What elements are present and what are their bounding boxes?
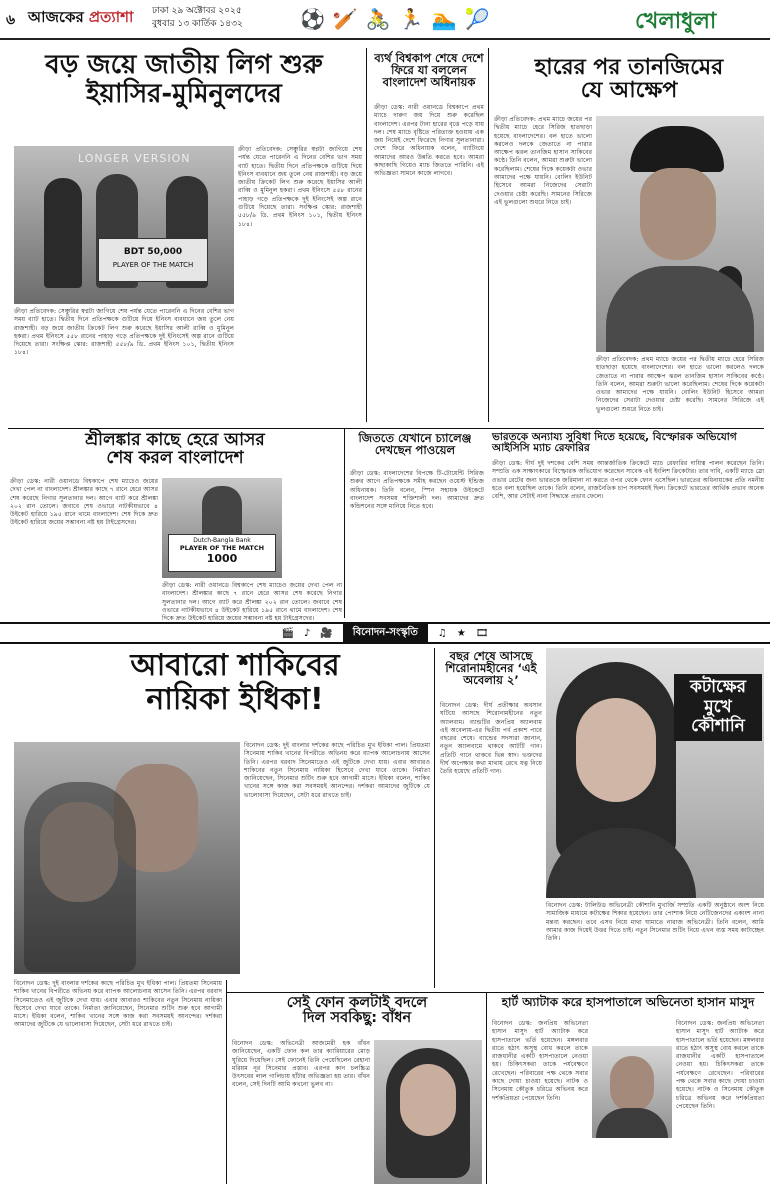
challenge-headline: জিততে যেখানে চ্যালেঞ্জ দেখছেন পাওয়েল — [358, 431, 472, 458]
masud-headline: হার্ট অ্যাটাক করে হাসপাতালে অভিনেতা হাসান মাসুদ — [501, 995, 755, 1009]
film-reel-icon: 🎬 — [281, 627, 294, 639]
award-card — [98, 238, 208, 282]
captain-body: ক্রীড়া ডেস্ক: নারী ওয়ানডে বিশ্বকাপে প্রথম ম্যাচে দারুণ জয় দিয়ে শুরু করেছিল বাংলাদেশ। এরপর টানা হারের বৃত্তে পড়ে যায় দল। শেষ ম্যাচে বৃষ্টিতে পরিত্যক্ত হওয়ায় এক জয় নিয়েই দেশে ফিরেছে নিগার সুলতানারা। দেশে ফিরে অধিনায়ক বলেন, ব্যাটিংয়ে আমাদের আরও উন্নতি করতে হবে। আমরা কাছাকাছি গিয়েও ম্যাচ জিততে পারিনি। এই অভিজ্ঞতা সামনে কাজে লাগবে। — [374, 104, 484, 178]
runner-icon: 🏃 — [398, 7, 424, 31]
tanzim-headline — [494, 56, 764, 102]
badhon-headline-line1: সেই ফোন কলটাই বদলে — [286, 995, 428, 1011]
face-icon — [640, 168, 716, 260]
face-icon — [610, 1056, 654, 1112]
section-rule — [226, 992, 764, 993]
badhon-headline — [232, 996, 482, 1026]
koushani-overlay-line2: মুখে — [704, 696, 732, 717]
section-rule — [488, 428, 764, 429]
newspaper-name-part1: আজকের — [28, 8, 89, 26]
srilanka-body-left: ক্রীড়া ডেস্ক: নারী ওয়ানডে বিশ্বকাপে শেষ ম্যাচেও জয়ের দেখা পেল না বাংলাদেশ। শ্রীলঙ্কার কাছে ৭ রানে হেরে আসর শেষ করেছে নিগার সুলতানার দল। আগে ব্যাট করে শ্রীলঙ্কা ২০২ রান তোলে। জবাবে শেষ ওভারে নাটকীয়ভাবে ৪ উইকেট হারিয়ে ১৯৫ রানে থামে বাংলাদেশ। শেষ দিকে দ্রুত উইকেট হারিয়ে জয়ের সম্ভাবনা নষ্ট হয় টাইগ্রেসদের। — [10, 478, 158, 527]
cap-icon — [630, 126, 724, 172]
koushani-overlay-line1: কটাক্ষের — [689, 677, 747, 697]
srilanka-award-card — [168, 534, 276, 572]
newspaper-name-part2: প্রত্যাশা — [88, 8, 134, 26]
tanzim-headline-line1: হারের পর তানজিমের — [534, 55, 724, 80]
column-rule — [488, 48, 489, 422]
page-header — [0, 0, 770, 40]
badhon-photo — [374, 1040, 482, 1184]
cricket-icon: 🏏 — [332, 7, 358, 31]
srilanka-card-amount: 1000 — [206, 552, 238, 565]
divider-label: বিনোদন-সংস্কৃতি — [343, 624, 428, 643]
tennis-icon: 🎾 — [464, 7, 490, 31]
face-icon — [576, 698, 656, 802]
challenge-body: ক্রীড়া ডেস্ক: বাংলাদেশের বিপক্ষে টি-টোয়েন্টি সিরিজ শুরুর আগে প্রতিপক্ষকে সমীহ করছেন ওয়েস্ট ইন্ডিজ অধিনায়ক। তিনি বলেন, স্পিন সহায়ক উইকেটে বাংলাদেশ সবসময় শক্তিশালী দল। আমাদের দ্রুত কন্ডিশনের সঙ্গে মানিয়ে নিতে হবে। — [350, 470, 484, 511]
star-icon: ★ — [456, 627, 466, 639]
column-rule — [434, 648, 435, 988]
koushani-photo — [546, 648, 764, 898]
lead-body-right: ক্রীড়া প্রতিবেদক: সেঞ্চুরির স্বপ্নটা জাগিয়ে শেষ পর্যন্ত যেতে পারেননি এ দিনের বেশির ভাগ সময় ব্যাট হাতে। দ্বিতীয় দিনে প্রতিপক্ষকে গুটিয়ে দিয়ে ইনিংস ব্যবধানে জয় তুলে নেয় রাজশাহী। বড় জয়ে জাতীয় ক্রিকেট লিগ শুরু করেছে ইয়াসির আলী রাব্বি ও মুমিনুল হকরা। প্রথম ইনিংসে ৫৫৮ রানের পাহাড় গড়ে প্রতিপক্ষকে দুই ইনিংসেই অল্প রানে গুটিয়ে দিয়েছে তারা। সংক্ষিপ্ত স্কোর: রাজশাহী ৫৫৮/৯ ডি. প্রথম ইনিংস ১০১, দ্বিতীয় ইনিংস ১৮৪। — [238, 146, 362, 228]
sports-icon-strip — [300, 4, 620, 34]
swimmer-icon: 🏊 — [431, 7, 457, 31]
entertainment-divider — [0, 622, 770, 644]
masud-body-right: বিনোদন ডেস্ক: জনপ্রিয় অভিনেতা হাসান মাসুদ হার্ট অ্যাটাক করে হাসপাতালে ভর্তি হয়েছেন। মঙ্গলবার রাতে হঠাৎ অসুস্থ বোধ করলে তাকে রাজধানীর একটি হাসপাতালে নেওয়া হয়। চিকিৎসকরা তাকে পর্যবেক্ষণে রেখেছেন। পরিবারের পক্ষ থেকে সবার কাছে দোয়া চাওয়া হয়েছে। নাটক ও সিনেমায় কৌতুক চরিত্রে অভিনয় করে দর্শকপ্রিয়তা পেয়েছেন তিনি। — [676, 1020, 764, 1110]
soccer-player-icon: ⚽ — [300, 7, 325, 31]
hair-icon — [24, 782, 136, 972]
date-bengali: বুধবার ১৩ কার্তিক ১৪৩২ — [152, 19, 243, 29]
section-rule — [8, 428, 488, 429]
srilanka-card-sponsor: Dutch-Bangla Bank — [193, 537, 251, 544]
shironamhin-body: বিনোদন ডেস্ক: দীর্ঘ প্রতীক্ষার অবসান ঘটিয়ে আসছে শিরোনামহীনের নতুন অ্যালবাম। ব্যান্ডটির জনপ্রিয় অ্যালবাম এই অবেলায়-এর দ্বিতীয় পর্ব প্রকাশ পাবে বছরের শেষে। ব্যান্ডের সদস্যরা জানান, নতুন অ্যালবামে থাকবে আটটি গান। প্রতিটি গানে থাকবে ভিন্ন স্বাদ। ভক্তদের দীর্ঘ অপেক্ষার কথা মাথায় রেখে যত্ন নিয়ে তৈরি হয়েছে প্রতিটি গান। — [440, 702, 542, 776]
srilanka-card-title: PLAYER OF THE MATCH — [179, 544, 265, 552]
idhika-headline-line1: আবারো শাকিবের — [130, 648, 340, 683]
idhika-body-lower: বিনোদন ডেস্ক: দুই বাংলার দর্শকের কাছে পরিচিত মুখ ইধিকা পাল। প্রিয়তমা সিনেমায় শাকিব খানের বিপরীতে অভিনয় করে ব্যাপক আলোচনায় আসেন তিনি। এরপর বরবাদ সিনেমাতেও এই জুটিকে দেখা যায়। এবার আবারও শাকিবের নতুন সিনেমায় নায়িকা হিসেবে দেখা যাবে তাকে। নির্মাতা জানিয়েছেন, সিনেমার শুটিং শুরু হবে আগামী মাসে। ইধিকা বলেন, শাকিব খানের সঙ্গে কাজ করা সবসময়ই আনন্দের। দর্শকরা আমাদের জুটিকে যে ভালোবাসা দিয়েছেন, সেটা ধরে রাখতে চাই। — [14, 980, 222, 1029]
srilanka-headline-line1: শ্রীলঙ্কার কাছে হেরে আসর — [85, 430, 265, 450]
award-card-amount: BDT 50,000 — [123, 247, 183, 257]
music-note-icon: ♫ — [437, 627, 447, 639]
lead-headline-line2: ইয়াসির-মুমিনুলদের — [86, 79, 282, 110]
section-title: খেলাধুলা — [635, 9, 717, 34]
tanzim-body-lower: ক্রীড়া প্রতিবেদক: প্রথম ম্যাচে জয়ের পর দ্বিতীয় ম্যাচে হেরে সিরিজ হাতছাড়া হয়েছে বাংলাদেশের। বল হাতে ভালো করলেও দলকে জেতাতে না পারার আক্ষেপ ঝরল তানজিম হাসান সাকিবের কণ্ঠে। তিনি বলেন, আমরা শুরুটা ভালো করেছিলাম। শেষের দিকে কয়েকটা ওভার আমাদের পক্ষে যায়নি। বোলিং ইউনিট হিসেবে আমরা নিজেদের সেরাটা দেওয়ার চেষ্টা করেছি। সামনের সিরিজে এই ভুলগুলো শুধরে নিতে চাই। — [596, 356, 764, 413]
film-reel-icon: 🎞 — [475, 627, 489, 639]
srilanka-headline — [10, 432, 340, 468]
lead-headline-line1: বড় জয়ে জাতীয় লিগ শুরু — [45, 50, 323, 80]
music-note-icon: ♪ — [303, 627, 311, 639]
idhika-photo — [14, 742, 240, 974]
column-rule — [226, 980, 227, 1184]
icc-body: ক্রীড়া ডেস্ক: দীর্ঘ দুই দশকের বেশি সময় আন্তর্জাতিক ক্রিকেটে ম্যাচ রেফারির দায়িত্ব পালন করেছেন তিনি। সম্প্রতি এক সাক্ষাৎকারে বিস্ফোরক অভিযোগ করেছেন সাবেক এই ইংলিশ ক্রিকেটার। তার দাবি, একটি ম্যাচে স্লো ওভার রেটের জন্য ভারতকে জরিমানা না করতে ওপর থেকে ফোন এসেছিল। ভারতের অধিনায়কের প্রতি নমনীয় হতে বলা হয়েছিল তাকে। তিনি বলেন, রাজনৈতিক চাপ সবসময়ই ছিল। ক্রিকেটে ভারতের আর্থিক প্রভাব অনেক বেশি, আর সেটাই নানা সিদ্ধান্তে প্রভাব ফেলে। — [492, 460, 764, 501]
koushani-body: বিনোদন ডেস্ক: টালিউড অভিনেত্রী কৌশানি মুখার্জি সম্প্রতি একটি অনুষ্ঠানে অংশ নিয়ে সামাজিক মাধ্যমে কটাক্ষের শিকার হয়েছেন। তার পোশাক নিয়ে নেটিজেনদের একাংশ নানা মন্তব্য করছেন। তবে এসব নিয়ে মাথা ঘামাতে নারাজ অভিনেত্রী। তিনি বলেন, আমি আমার কাজ দিয়েই উত্তর দিতে চাই। নতুন সিনেমার শুটিং নিয়ে এখন ব্যস্ত সময় কাটাচ্ছেন তিনি। — [546, 902, 764, 943]
idhika-headline-line2: নায়িকা ইধিকা! — [146, 681, 324, 717]
award-card-title: PLAYER OF THE MATCH — [112, 261, 194, 269]
tanzim-headline-line2: যে আক্ষেপ — [580, 78, 678, 104]
date-gregorian: ঢাকা ২৯ অক্টোবর ২০২৫ — [152, 6, 242, 16]
face-icon — [400, 1064, 456, 1136]
koushani-overlay — [674, 674, 762, 741]
srilanka-headline-line2: শেষ করল বাংলাদেশ — [106, 447, 244, 468]
captain-headline: ব্যর্থ বিশ্বকাপ শেষে দেশে ফিরে যা বললেন বাংলাদেশ অধিনায়ক — [374, 51, 484, 90]
column-rule — [344, 428, 345, 618]
shoulders-icon — [596, 1108, 668, 1138]
srilanka-photo — [162, 478, 282, 578]
shoulders-icon — [606, 266, 754, 352]
shironamhin-headline: বছর শেষে আসছে শিরোনামহীনের ‘এই অবেলায় ২’ — [445, 649, 537, 688]
tanzim-body: ক্রীড়া প্রতিবেদক: প্রথম ম্যাচে জয়ের পর দ্বিতীয় ম্যাচে হেরে সিরিজ হাতছাড়া হয়েছে বাংলাদেশের। বল হাতে ভালো করলেও দলকে জেতাতে না পারার আক্ষেপ ঝরল তানজিম হাসান সাকিবের কণ্ঠে। তিনি বলেন, আমরা শুরুটা ভালো করেছিলাম। শেষের দিকে কয়েকটা ওভার আমাদের পক্ষে যায়নি। বোলিং ইউনিট হিসেবে আমরা নিজেদের সেরাটা দেওয়ার চেষ্টা করেছি। সামনের সিরিজে এই ভুলগুলো শুধরে নিতে চাই। — [494, 116, 592, 206]
badhon-body: বিনোদন ডেস্ক: অভিনেত্রী আজমেরী হক বাঁধন জানিয়েছেন, একটি ফোন কল তার ক্যারিয়ারের মোড় ঘুরিয়ে দিয়েছিল। সেই ফোনেই তিনি পেয়েছিলেন রেহানা মরিয়ম নূর সিনেমার প্রস্তাব। এরপর কান চলচ্চিত্র উৎসবের লাল গালিচায় হাঁটার অভিজ্ঞতা হয় তার। বাঁধন বলেন, সেই দিনটি আমি কখনো ভুলব না। — [232, 1040, 370, 1089]
lead-headline — [8, 52, 360, 109]
idhika-body-right: বিনোদন ডেস্ক: দুই বাংলার দর্শকের কাছে পরিচিত মুখ ইধিকা পাল। প্রিয়তমা সিনেমায় শাকিব খানের বিপরীতে অভিনয় করে ব্যাপক আলোচনায় আসেন তিনি। এরপর বরবাদ সিনেমাতেও এই জুটিকে দেখা যায়। এবার আবারও শাকিবের নতুন সিনেমায় নায়িকা হিসেবে দেখা যাবে তাকে। নির্মাতা জানিয়েছেন, সিনেমার শুটিং শুরু হবে আগামী মাসে। ইধিকা বলেন, শাকিব খানের সঙ্গে কাজ করা সবসময়ই আনন্দের। দর্শকরা আমাদের জুটিকে যে ভালোবাসা দিয়েছেন, সেটা ধরে রাখতে চাই। — [244, 742, 430, 799]
idhika-headline — [40, 650, 430, 715]
masud-photo — [592, 1046, 672, 1138]
column-rule — [486, 992, 487, 1184]
person-silhouette-icon — [44, 178, 82, 288]
column-rule — [366, 48, 367, 422]
tanzim-photo — [596, 116, 764, 352]
masud-body-left: বিনোদন ডেস্ক: জনপ্রিয় অভিনেতা হাসান মাসুদ হার্ট অ্যাটাক করে হাসপাতালে ভর্তি হয়েছেন। মঙ্গলবার রাতে হঠাৎ অসুস্থ বোধ করলে তাকে রাজধানীর একটি হাসপাতালে নেওয়া হয়। চিকিৎসকরা তাকে পর্যবেক্ষণে রেখেছেন। পরিবারের পক্ষ থেকে সবার কাছে দোয়া চাওয়া হয়েছে। নাটক ও সিনেমায় কৌতুক চরিত্রে অভিনয় করে দর্শকপ্রিয়তা পেয়েছেন তিনি। — [492, 1020, 588, 1102]
badhon-headline-line2: দিল সবকিছু: বাঁধন — [302, 1010, 412, 1027]
lead-photo — [14, 146, 234, 304]
camera-icon: 🎥 — [320, 627, 333, 639]
koushani-overlay-line3: কৌশানি — [691, 716, 745, 737]
newspaper-name — [28, 6, 133, 31]
page-number: ৬ — [6, 12, 16, 28]
photo-banner-text: LONGER VERSION — [78, 152, 191, 165]
srilanka-body-right: ক্রীড়া ডেস্ক: নারী ওয়ানডে বিশ্বকাপে শেষ ম্যাচেও জয়ের দেখা পেল না বাংলাদেশ। শ্রীলঙ্কার কাছে ৭ রানে হেরে আসর শেষ করেছে নিগার সুলতানার দল। আগে ব্যাট করে শ্রীলঙ্কা ২০২ রান তোলে। জবাবে শেষ ওভারে নাটকীয়ভাবে ৪ উইকেট হারিয়ে ১৯৫ রানে থামে বাংলাদেশ। শেষ দিকে দ্রুত উইকেট হারিয়ে জয়ের সম্ভাবনা নষ্ট হয় টাইগ্রেসদের। — [162, 582, 342, 623]
icc-headline: ভারতকে অন্যায্য সুবিধা দিতে হয়েছে, বিস্ফোরক অভিযোগ আইসিসি ম্যাচ রেফারির — [492, 431, 737, 455]
cyclist-icon: 🚴 — [365, 7, 391, 31]
date-line — [152, 5, 243, 31]
lead-body-left: ক্রীড়া প্রতিবেদক: সেঞ্চুরির স্বপ্নটা জাগিয়ে শেষ পর্যন্ত যেতে পারেননি এ দিনের বেশির ভাগ সময় ব্যাট হাতে। দ্বিতীয় দিনে প্রতিপক্ষকে গুটিয়ে দিয়ে ইনিংস ব্যবধানে জয় তুলে নেয় রাজশাহী। বড় জয়ে জাতীয় ক্রিকেট লিগ শুরু করেছে ইয়াসির আলী রাব্বি ও মুমিনুল হকরা। প্রথম ইনিংসে ৫৫৮ রানের পাহাড় গড়ে প্রতিপক্ষকে দুই ইনিংসেই অল্প রানে গুটিয়ে দিয়েছে তারা। সংক্ষিপ্ত স্কোর: রাজশাহী ৫৫৮/৯ ডি. প্রথম ইনিংস ১০১, দ্বিতীয় ইনিংস ১৮৪। — [14, 308, 234, 357]
